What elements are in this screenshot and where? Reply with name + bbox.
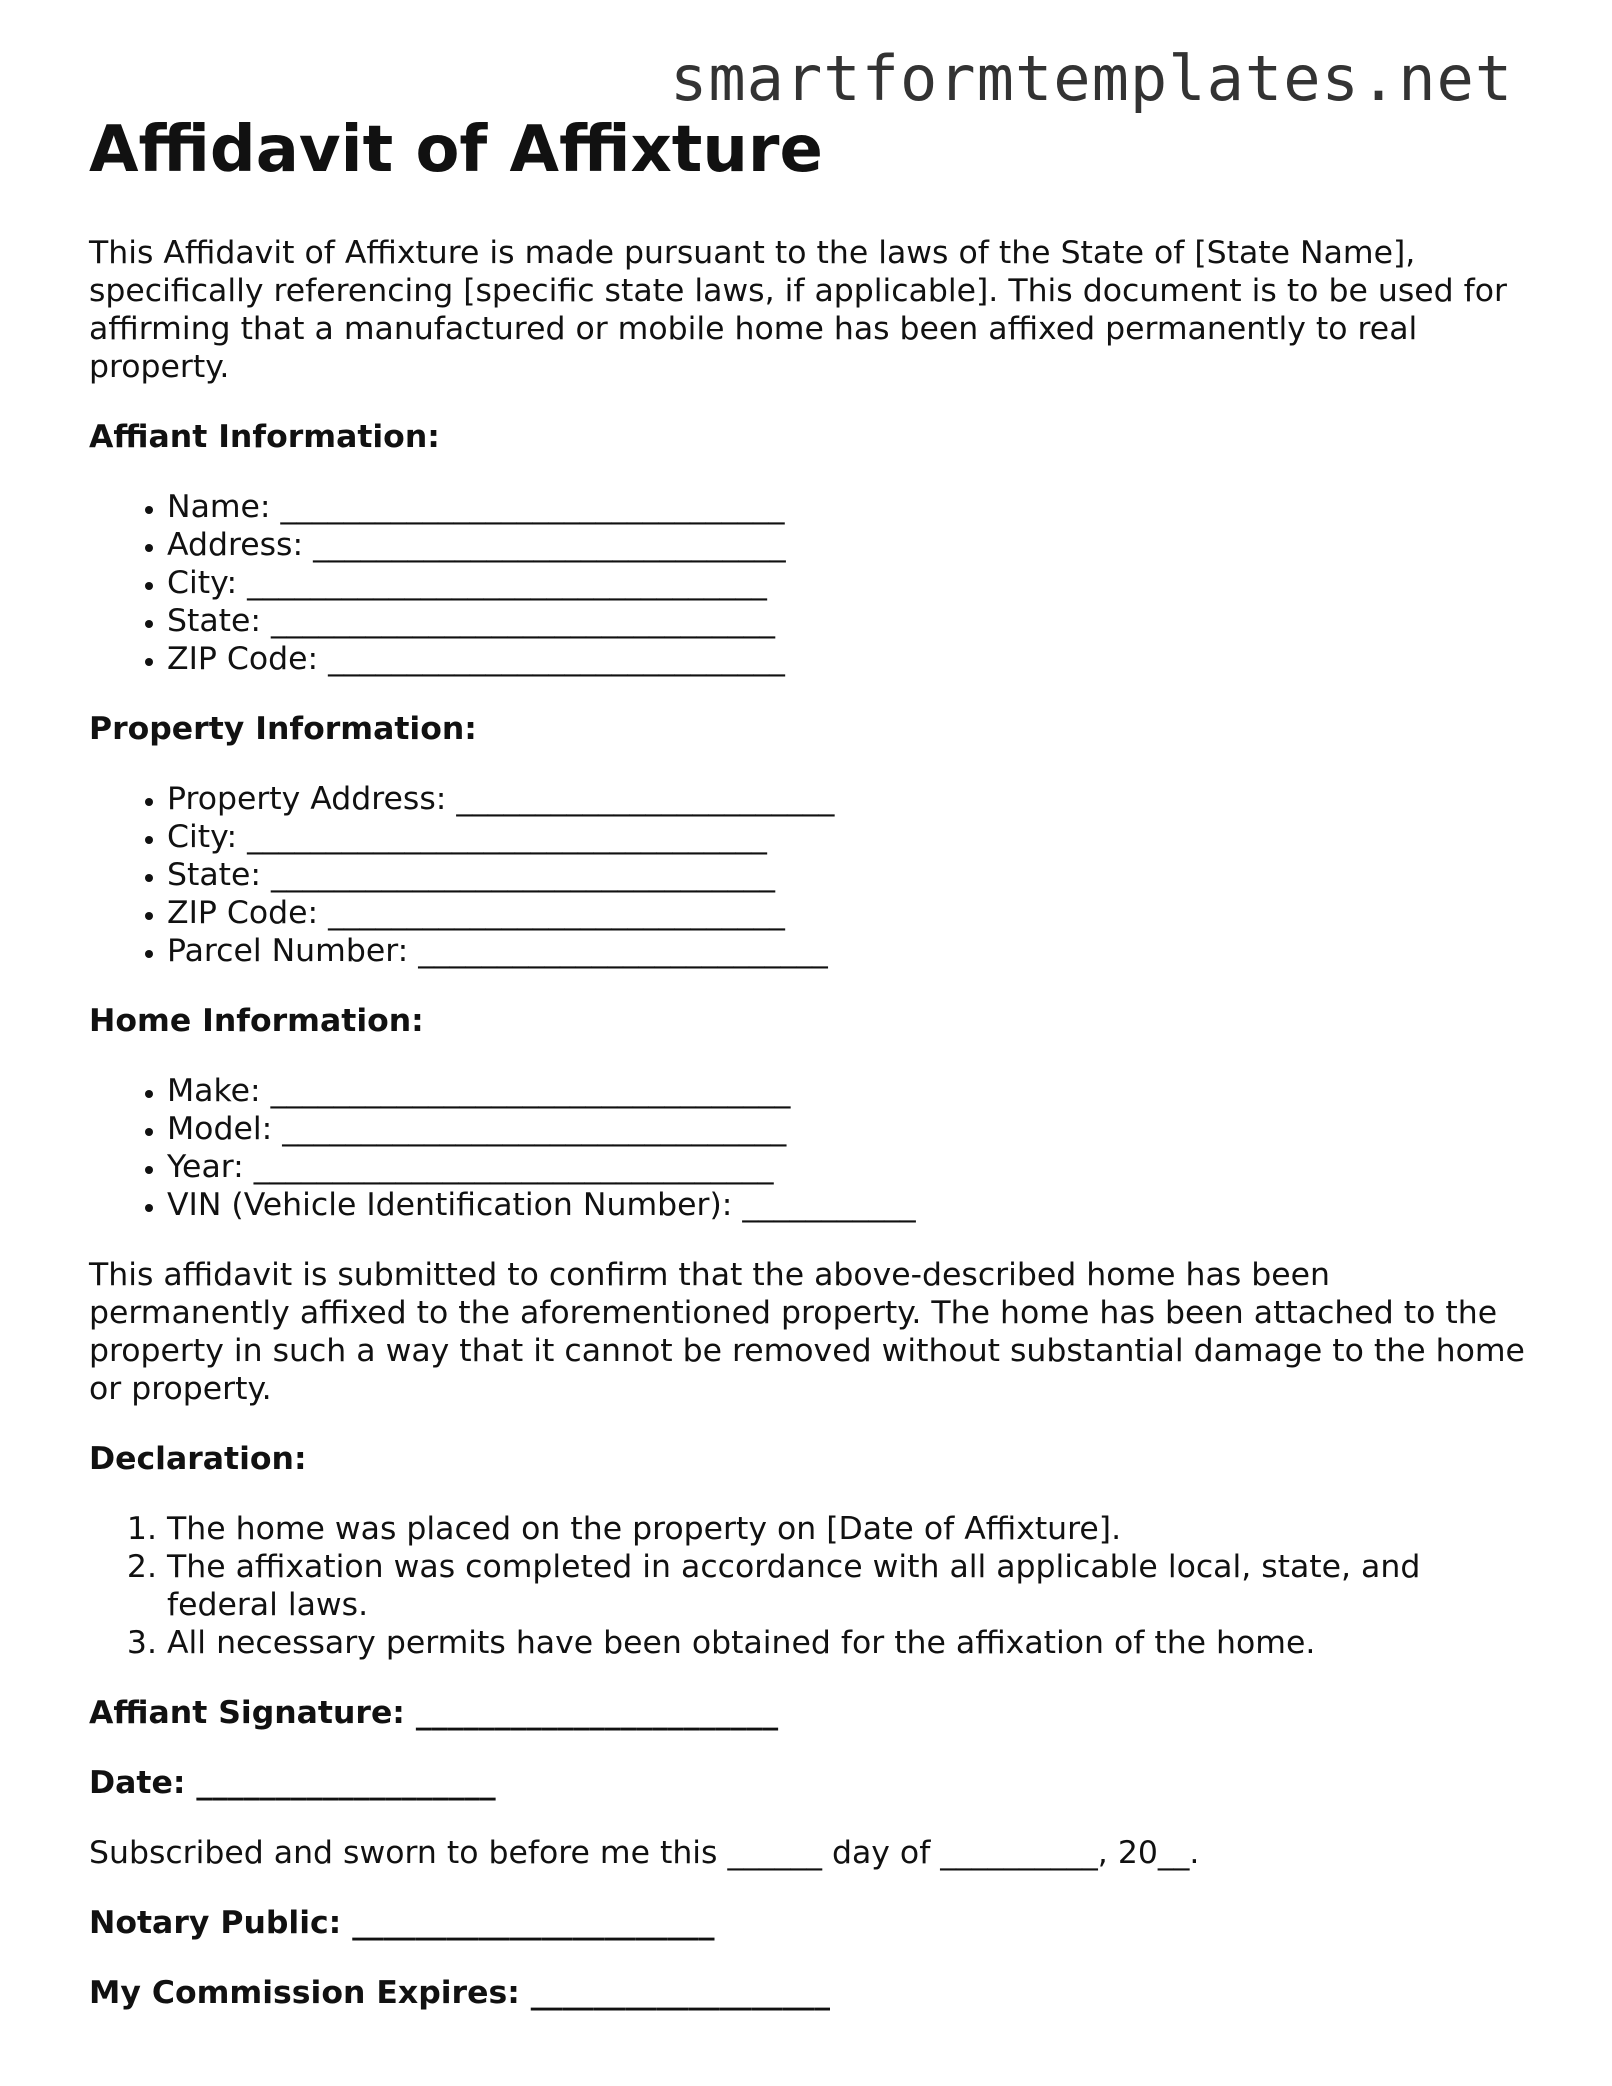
home-heading: Home Information:: [89, 1003, 424, 1039]
intro-paragraph: This Affidavit of Affixture is made pursuant to the laws of the State of [State Name], specifically referencing [specific state laws, if applicable]. This document is to be used for affirming that a manufactured or mobile home has been affixed permanently to real property.: [89, 235, 1507, 385]
property-list: [89, 780, 1539, 970]
watermark: smartformtemplates.net: [670, 42, 1514, 115]
home-vin-field[interactable]: • VIN (Vehicle Identification Number): ___________: [167, 1186, 1539, 1224]
property-address-field[interactable]: • Property Address: ________________________: [167, 780, 1539, 818]
declaration-item: 2. The affixation was completed in accordance with all applicable local, state, and federal laws.: [167, 1548, 1539, 1624]
confirmation-paragraph: This affidavit is submitted to confirm that the above-described home has been permanently affixed to the aforementioned property. The home has been attached to the property in such a way that it cannot be removed without substantial damage to the home or property.: [89, 1257, 1525, 1407]
affiant-heading: Affiant Information:: [89, 419, 440, 455]
declaration-item: 3. All necessary permits have been obtained for the affixation of the home.: [167, 1624, 1539, 1662]
property-city-field[interactable]: • City: _________________________________: [167, 818, 1539, 856]
affiant-city-field[interactable]: • City: _________________________________: [167, 564, 1539, 602]
property-zip-field[interactable]: • ZIP Code: _____________________________: [167, 894, 1539, 932]
sworn-statement[interactable]: Subscribed and sworn to before me this ______ day of __________, 20__.: [89, 1835, 1200, 1871]
document-title: Affidavit of Affixture: [89, 113, 823, 187]
home-list: [89, 1072, 1539, 1224]
affiant-zip-field[interactable]: • ZIP Code: _____________________________: [167, 640, 1539, 678]
affiant-signature-field[interactable]: Affiant Signature: _______________________: [89, 1695, 779, 1731]
declaration-list: [89, 1510, 1539, 1662]
affiant-name-field[interactable]: • Name: ________________________________: [167, 488, 1539, 526]
declaration-heading: Declaration:: [89, 1441, 307, 1477]
document-page: [89, 112, 1539, 2044]
home-year-field[interactable]: • Year: _________________________________: [167, 1148, 1539, 1186]
affiant-state-field[interactable]: • State: ________________________________: [167, 602, 1539, 640]
declaration-item: 1. The home was placed on the property on [Date of Affixture].: [167, 1510, 1539, 1548]
property-state-field[interactable]: • State: ________________________________: [167, 856, 1539, 894]
home-model-field[interactable]: • Model: ________________________________: [167, 1110, 1539, 1148]
commission-expires-field[interactable]: My Commission Expires: ___________________: [89, 1975, 831, 2011]
date-field[interactable]: Date: ___________________: [89, 1765, 496, 1801]
notary-public-field[interactable]: Notary Public: _______________________: [89, 1905, 715, 1941]
affiant-list: [89, 488, 1539, 678]
home-make-field[interactable]: • Make: _________________________________: [167, 1072, 1539, 1110]
affiant-address-field[interactable]: • Address: ______________________________: [167, 526, 1539, 564]
property-parcel-field[interactable]: • Parcel Number: __________________________: [167, 932, 1539, 970]
property-heading: Property Information:: [89, 711, 477, 747]
